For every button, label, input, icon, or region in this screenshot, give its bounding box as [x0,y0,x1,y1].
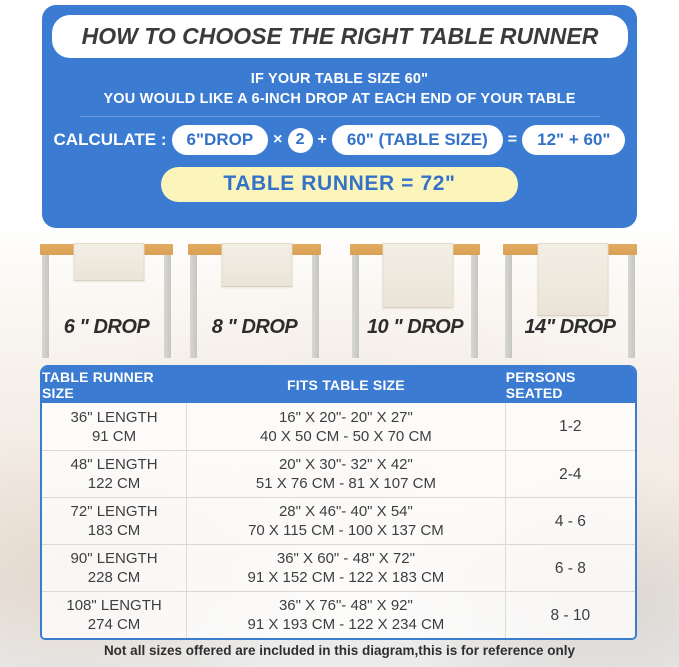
runner-size-inches: 108" LENGTH [66,597,162,614]
fits-size-cell [186,592,506,638]
table-row [42,497,635,544]
size-reference-table [40,365,637,640]
runner-size-cm: 91 CM [91,427,137,445]
header-persons-seated: PERSONS SEATED [505,369,576,401]
runner-size-inches: 90" LENGTH [70,550,158,567]
table-leg-right [471,255,478,358]
divider-line [80,116,600,117]
persons-seated-cell: 2-4 [559,465,582,483]
multiplier-circle: 2 [288,128,313,153]
runner-size-inches: 48" LENGTH [70,456,158,473]
persons-seated-cell: 4 - 6 [554,512,586,530]
fits-size-inches: 20" X 30"- 32" X 42" [278,456,413,473]
calculation-formula [42,125,637,155]
runner-size-cell [42,498,186,544]
drop-label: 6 " DROP [63,316,150,338]
table-leg-left [190,255,197,358]
table-leg-right [164,255,171,358]
fits-size-cm: 70 X 115 CM - 100 X 137 CM [248,522,444,539]
subtitle-line-1: IF YOUR TABLE SIZE 60" [250,71,429,87]
table-row [42,591,635,638]
table-row [42,544,635,591]
runner-cloth [222,243,293,287]
disclaimer-footnote: Not all sizes offered are included in this diagram,this is for reference only [103,643,576,658]
fits-size-inches: 36" X 60" - 48" X 72" [276,550,415,567]
table-size-pill: 60" (TABLE SIZE) [332,125,503,155]
table-diagram-8-inch-drop [188,244,321,359]
drop-label: 8 " DROP [211,316,298,338]
title-banner [52,15,628,58]
runner-size-cell [42,545,186,591]
fits-size-cell [186,545,506,591]
table-leg-left [42,255,49,358]
header-runner-size: TABLE RUNNER SIZE [42,369,154,401]
persons-seated-cell: 1-2 [559,418,582,435]
runner-size-cell [42,592,186,638]
fits-size-cm: 91 X 152 CM - 122 X 183 CM [247,569,445,586]
runner-size-cm: 183 CM [87,522,141,539]
equals-sign: = [507,131,518,148]
result-pill: TABLE RUNNER = 72" [161,167,517,202]
fits-size-cell [186,498,506,544]
drop-label: 10 " DROP [366,316,464,338]
table-leg-right [628,255,635,358]
drop-diagram-strip [0,228,679,365]
runner-cloth [74,243,145,281]
plus-sign: + [317,131,327,148]
table-row [42,450,635,497]
table-header-row [42,367,635,403]
drop-label: 14" DROP [524,316,616,338]
instruction-panel [42,5,637,228]
fits-size-cm: 91 X 193 CM - 122 X 234 CM [247,616,445,633]
runner-size-cm: 274 CM [87,616,141,633]
table-row [42,403,635,450]
runner-size-cm: 122 CM [87,475,141,492]
runner-size-cm: 228 CM [87,569,141,586]
table-leg-left [505,255,512,358]
subtitle [42,69,637,109]
runner-size-inches: 36" LENGTH [70,408,158,426]
fits-size-cm: 40 X 50 CM - 50 X 70 CM [260,427,432,445]
fits-size-inches: 36" X 76"- 48" X 92" [278,597,413,614]
runner-cloth [382,243,453,308]
sum-pill: 12" + 60" [522,125,625,155]
header-fits-table-size: FITS TABLE SIZE [286,377,405,393]
table-diagram-6-inch-drop [40,244,173,359]
table-diagram-14-inch-drop [503,244,637,359]
subtitle-line-2: YOU WOULD LIKE A 6-INCH DROP AT EACH END OF YOUR TABLE [103,91,576,107]
runner-cloth [537,243,608,316]
fits-size-cell [186,403,506,450]
table-diagram-10-inch-drop [350,244,480,359]
fits-size-cm: 51 X 76 CM - 81 X 107 CM [255,475,436,492]
persons-seated-cell: 8 - 10 [550,606,591,624]
runner-size-cell [42,403,186,450]
drop-value-pill: 6"DROP [172,125,269,155]
fits-size-inches: 28" X 46"- 40" X 54" [278,503,413,520]
table-leg-left [352,255,359,358]
fits-size-inches: 16" X 20"- 20" X 27" [278,408,413,426]
times-sign: × [273,131,283,148]
runner-size-inches: 72" LENGTH [70,503,158,520]
calculate-label: CALCULATE : [53,130,167,149]
table-leg-right [312,255,319,358]
fits-size-cell [186,451,506,497]
persons-seated-cell: 6 - 8 [554,559,586,577]
runner-size-cell [42,451,186,497]
page-title: HOW TO CHOOSE THE RIGHT TABLE RUNNER [81,23,599,49]
